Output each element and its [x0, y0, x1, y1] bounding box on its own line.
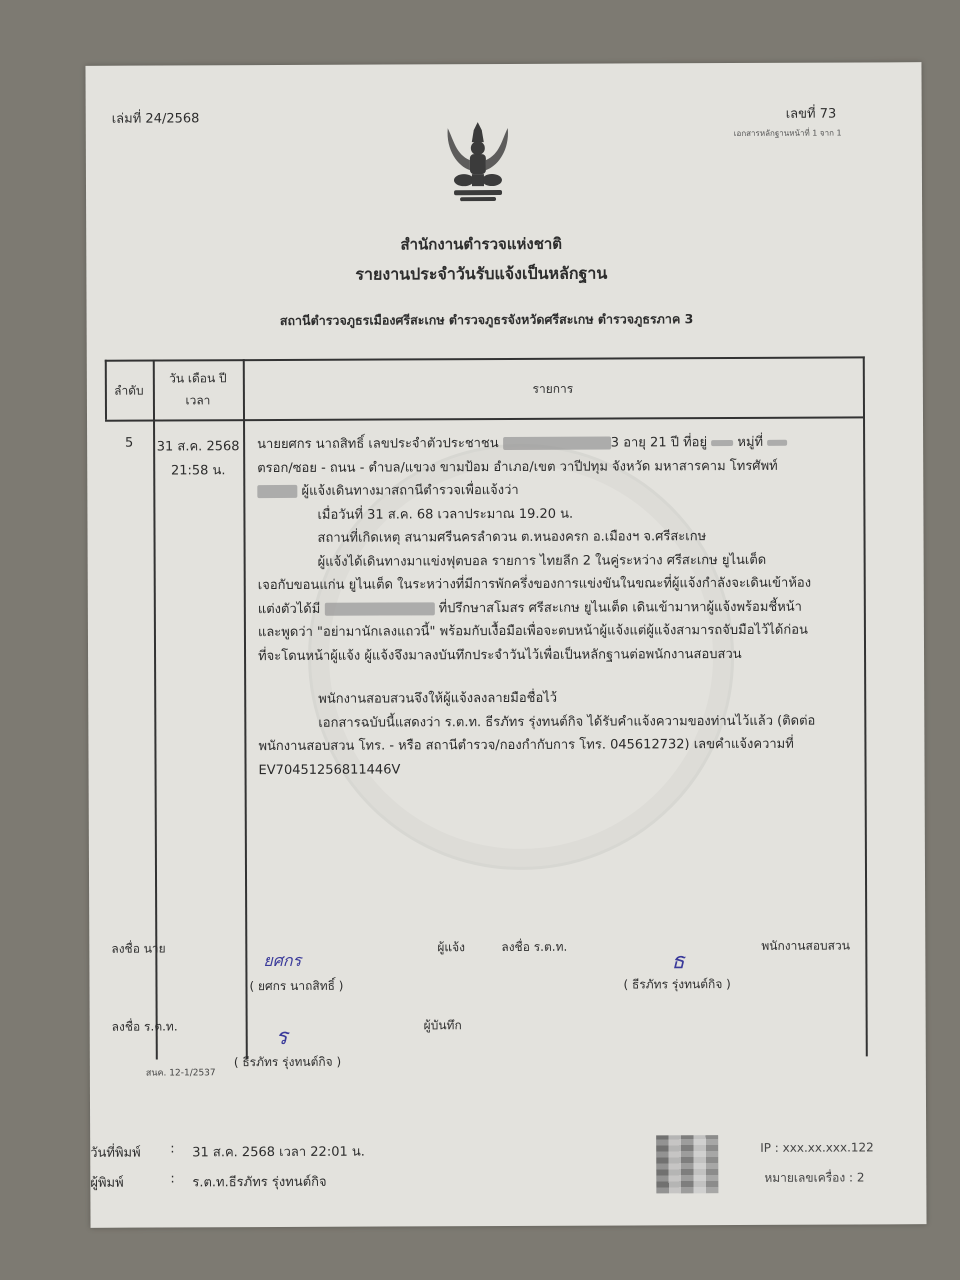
redacted-name — [324, 602, 434, 615]
recorder-signature: ร — [275, 1024, 288, 1051]
detail-line-11: พนักงานสอบสวนจึงให้ผู้แจ้งลงลายมือชื่อไว้ — [318, 690, 558, 707]
detail-line-4: เมื่อวันที่ 31 ส.ค. 68 เวลาประมาณ 19.20 น. — [317, 506, 574, 523]
row-date: 31 ส.ค. 2568 — [156, 439, 240, 455]
detail-line-2: ตรอก/ซอย - ถนน - ตำบล/แขวง ขามป้อม อำเภอ/เขต วาปีปทุม จังหวัด มหาสารคาม โทรศัพท์ — [257, 458, 778, 476]
detail-line-5: สถานที่เกิดเหตุ สนามศรีนครลำดวน ต.หนองครก อ.เมืองฯ จ.ศรีสะเกษ — [317, 529, 707, 546]
detail-line-13: พนักงานสอบสวน โทร. - หรือ สถานีตำรวจ/กองกำกับการ โทร. 045612732) เลขคำแจ้งความที่ — [258, 736, 794, 755]
informant-sign-prefix: ลงชื่อ นาย — [111, 941, 166, 956]
detail-line-12: เอกสารฉบับนี้แสดงว่า ร.ต.ท. ธีรภัทร รุ่งทนต์กิจ ได้รับคำแจ้งความของท่านไว้แล้ว (ติดต่อ — [318, 713, 816, 731]
document-number-value: 73 — [819, 106, 837, 122]
detail-line-10: ที่จะโดนหน้าผู้แจ้ง ผู้แจ้งจึงมาลงบันทึกประจำวันไว้เพื่อเป็นหลักฐานต่อพนักงานสอบสวน — [258, 646, 742, 664]
printer-value: ร.ต.ท.ธีรภัทร รุ่งทนต์กิจ — [192, 1174, 327, 1191]
ip-address: IP : xxx.xx.xxx.122 — [760, 1140, 874, 1155]
detail-line-3: ผู้แจ้งเดินทางมาสถานีตำรวจเพื่อแจ้งว่า — [257, 477, 877, 503]
redacted-house-no — [711, 440, 733, 446]
form-code: สนค. 12-1/2537 — [145, 1068, 216, 1079]
officer-role: พนักงานสอบสวน — [761, 938, 850, 953]
book-number — [112, 107, 200, 128]
detail-line-6: ผู้แจ้งได้เดินทางมาแข่งฟุตบอล รายการ ไทยลีก 2 ในคู่ระหว่าง ศรีสะเกษ ยูไนเต็ด — [317, 552, 767, 570]
book-number-label: เล่มที่ — [111, 111, 142, 127]
printer-label: ผู้พิมพ์ — [90, 1175, 124, 1191]
station-title: สถานีตำรวจภูธรเมืองศรีสะเกษ ตำรวจภูธรจังหวัดศรีสะเกษ ตำรวจภูธรภาค 3 — [279, 311, 694, 328]
detail-line-7: เจอกับขอนแก่น ยูไนเต็ด ในระหว่างที่มีการพักครึ่งของการแข่งขันในขณะที่ผู้แจ้งกำลังจะเดินเข้าห้อง — [257, 575, 812, 594]
recorder-sign-prefix: ลงชื่อ ร.ต.ท. — [111, 1019, 178, 1034]
document-number — [786, 103, 837, 124]
officer-sign-prefix: ลงชื่อ ร.ต.ท. — [501, 939, 568, 955]
header-details: รายการ — [532, 381, 574, 396]
document-number-label: เลขที่ — [785, 106, 816, 122]
informant-name: ( ยศกร นาถสิทธิ์ ) — [249, 978, 344, 994]
garuda-emblem-icon — [434, 120, 522, 204]
informant-signature: ยศกร — [263, 950, 302, 971]
machine-number: หมายเลขเครื่อง : 2 — [764, 1170, 865, 1185]
report-title: รายงานประจำวันรับแจ้งเป็นหลักฐาน — [355, 263, 608, 284]
redacted-id — [503, 437, 611, 450]
header-order: ลำดับ — [114, 383, 144, 398]
row-order: 5 — [124, 435, 134, 451]
detail-line-1: นายยศกร นาถสิทธิ์ เลขประจำตัวประชาชน 3 อายุ 21 ปี ที่อยู่ หมู่ที่ — [257, 430, 877, 456]
detail-line-14: EV70451256811446V — [258, 761, 401, 778]
header-date: วัน เดือน ปี — [169, 371, 227, 386]
print-date-value: 31 ส.ค. 2568 เวลา 22:01 น. — [192, 1144, 365, 1161]
detail-line-9: และพูดว่า "อย่ามานักเลงแถวนี้" พร้อมกับเงื้อมือเพื่อจะตบหน้าผู้แจ้งแต่ผู้แจ้งสามารถจับมือไว้ได้ก่อน — [257, 622, 808, 641]
officer-signature: ธ — [671, 949, 685, 975]
page-info: เอกสารหลักฐานหน้าที่ 1 จาก 1 — [733, 128, 842, 139]
qr-code-icon — [656, 1135, 718, 1193]
police-report-document: เล่มที่ 24/2568 เลขที่ 73 เอกสารหลักฐานหน้าที่ 1 จาก 1 สำนักงานตำรวจแห่งชาติ รายงานประจำวันรับแจ้งเป็นหลักฐาน สถานีตำรวจภูธรเมืองศรีสะเกษ ตำรวจภูธรจังหวัดศรีสะเกษ ตำรวจภูธรภาค 3 ลำดับ วัน เดือน ปี เวลา รายการ 5 31 ส.ค. 2568 21:58 น. นายยศกร นาถสิทธิ์ เลขประจำตัวประชาชน 3 อายุ 21 ปี ที่อยู่ หมู่ที่ ตรอก/ซอย - ถนน - ตำบล/แขวง ขามป้อม อำเภอ/เขต วาปีปทุม จังหวัด มหาสารคาม โทรศัพท์ ผู้แจ้งเดินทางมาสถานีตำรวจเพื่อแจ้งว่า เมื่อวันที่ 31 ส.ค. 68 เวลาประมาณ 19.20 น. สถานที่เกิดเหตุ สนามศรีนครลำดวน ต.หนองครก อ.เมืองฯ จ.ศรีสะเกษ ผู้แจ้งได้เดินทางมาแข่งฟุตบอล รายการ ไทยลีก 2 ในคู่ระหว่าง ศรีสะเกษ ยูไนเต็ด เจอกับขอนแก่น ยูไนเต็ด ในระหว่างที่มีการพักครึ่งของการแข่งขันในขณะที่ผู้แจ้งกำลังจะเดินเข้าห้อง แต่งตัวได้มี ที่ปรึกษาสโมสร ศรีสะเกษ ยูไนเต็ด เดินเข้ามาหาผู้แจ้งพร้อมชี้หน้า และพูดว่า "อย่ามานักเลงแถวนี้" พร้อมกับเงื้อมือเพื่อจะตบหน้าผู้แจ้งแต่ผู้แจ้งสามารถจับมือไว้ได้ก่อน ที่จะโดนหน้าผู้แจ้ง ผู้แจ้งจึงมาลงบันทึกประจำวันไว้เพื่อเป็นหลักฐานต่อพนักงานสอบสวน พนักงานสอบสวนจึงให้ผู้แจ้งลงลายมือชื่อไว้ เอกสารฉบับนี้แสดงว่า ร.ต.ท. ธีรภัทร รุ่งทนต์กิจ ได้รับคำแจ้งความของท่านไว้แล้ว (ติดต่อ พนักงานสอบสวน โทร. - หรือ สถานีตำรวจ/กองกำกับการ โทร. 045612732) เลขคำแจ้งความที่ EV70451256811446V ลงชื่อ นาย ยศกร ( ยศกร นาถสิทธิ์ ) ผู้แจ้ง ลงชื่อ ร.ต.ท. ธ ( ธีรภัทร รุ่งทนต์กิจ ) พนักงานสอบสวน ลงชื่อ ร.ต.ท. ร ( ธีรภัทร รุ่งทนต์กิจ ) ผู้บันทึก สนค. 12-1/2537 วันที่พิมพ์ : 31 ส.ค. 2568 เวลา 22:01 น. ผู้พิมพ์ : ร.ต.ท.ธีรภัทร รุ่งทนต์กิจ IP : xxx.xx.xxx.122 หมายเลขเครื่อง : 2 — [85, 62, 926, 1228]
recorder-role: ผู้บันทึก — [423, 1018, 462, 1033]
header-time: เวลา — [185, 393, 211, 408]
print-date-label: วันที่พิมพ์ — [90, 1145, 141, 1161]
book-number-value: 24/2568 — [145, 111, 200, 127]
row-time: 21:58 น. — [170, 463, 226, 479]
redacted-phone — [257, 485, 297, 498]
informant-role: ผู้แจ้ง — [437, 940, 466, 955]
agency-title: สำนักงานตำรวจแห่งชาติ — [400, 234, 563, 254]
report-details — [257, 430, 879, 782]
detail-line-8: แต่งตัวได้มี ที่ปรึกษาสโมสร ศรีสะเกษ ยูไนเต็ด เดินเข้ามาหาผู้แจ้งพร้อมชี้หน้า — [257, 599, 802, 617]
officer-name: ( ธีรภัทร รุ่งทนต์กิจ ) — [623, 977, 731, 992]
recorder-name: ( ธีรภัทร รุ่งทนต์กิจ ) — [233, 1054, 342, 1070]
redacted-moo — [767, 439, 787, 445]
